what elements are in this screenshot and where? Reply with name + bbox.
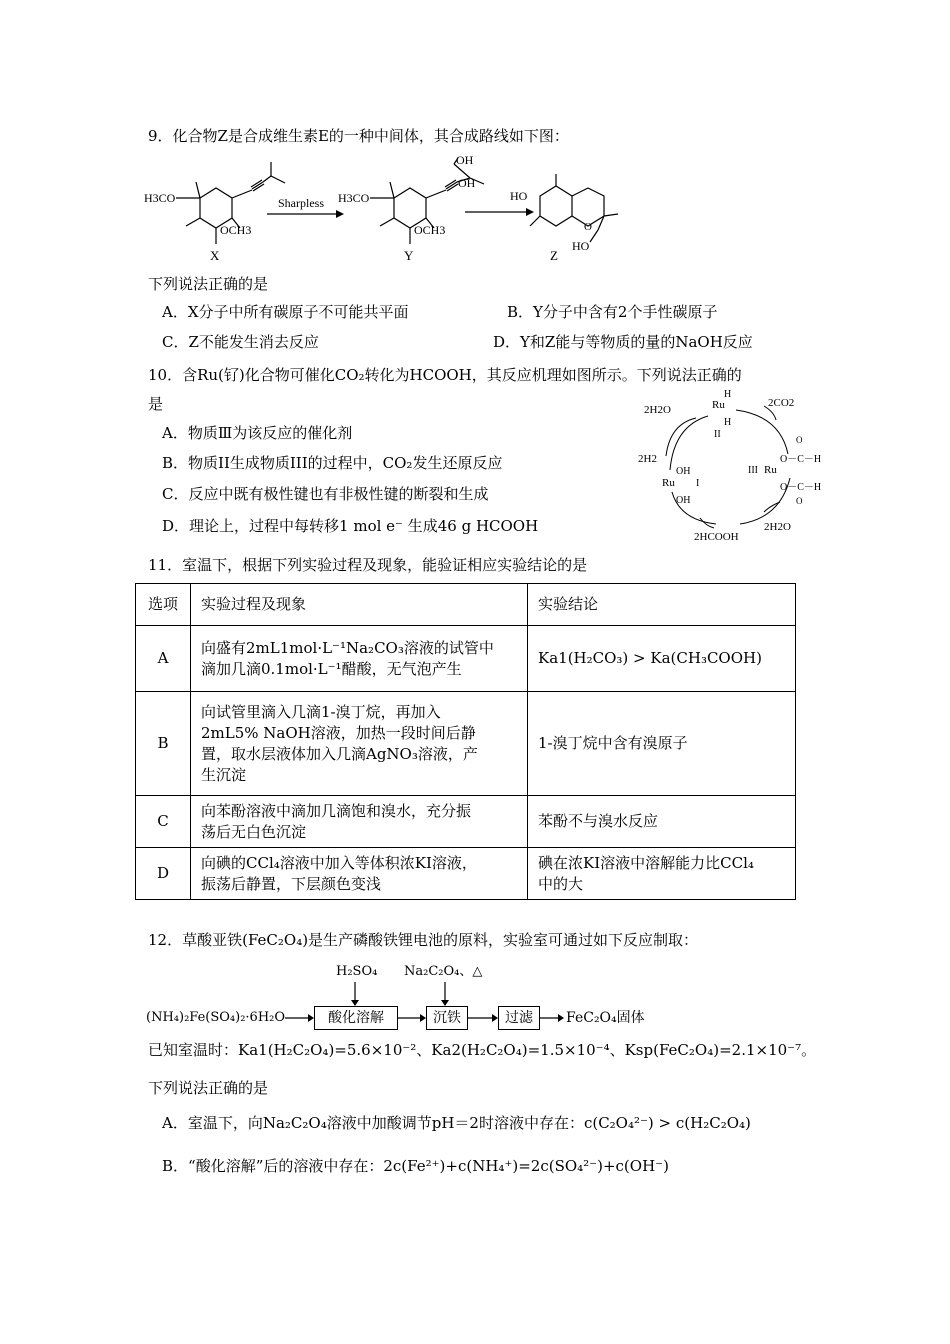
y-oh-top: OH bbox=[456, 153, 474, 167]
row-option: C bbox=[136, 796, 191, 848]
q9-stem: 9．化合物Z是合成维生素E的一种中间体，其合成路线如下图： bbox=[148, 127, 569, 145]
q9-option-d[interactable]: D．Y和Z能与等物质的量的NaOH反应 bbox=[493, 333, 753, 351]
process-line: 向试管里滴入几滴1-溴丁烷，再加入 bbox=[201, 702, 441, 721]
q10-option-c[interactable]: C．反应中既有极性键也有非极性键的断裂和生成 bbox=[162, 485, 489, 503]
q12-stem: 12．草酸亚铁(FeC₂O₄)是生产磷酸铁锂电池的原料，实验室可通过如下反应制取： bbox=[148, 931, 699, 949]
process-line: 2mL5% NaOH溶液，加热一段时间后静 bbox=[201, 723, 476, 742]
y-och3: OCH3 bbox=[414, 223, 446, 237]
ru-i-oh-bottom: OH bbox=[676, 495, 691, 506]
ru-iii: Ru bbox=[764, 464, 777, 476]
process-line: 滴加几滴0.1mol·L⁻¹醋酸，无气泡产生 bbox=[201, 659, 462, 678]
z-ring-o: O bbox=[584, 221, 592, 233]
q9-ask: 下列说法正确的是 bbox=[148, 275, 269, 293]
q10-stem: 10．含Ru(钌)化合物可催化CO₂转化为HCOOH，其反应机理如图所示。下列说法正确的 bbox=[148, 366, 742, 384]
flow-start: (NH₄)₂Fe(SO₄)₂·6H₂O bbox=[146, 1010, 286, 1025]
conclusion-line: 碘在浓KI溶液中溶解能力比CCl₄ bbox=[538, 853, 754, 872]
in-2h2: 2H2 bbox=[638, 453, 657, 465]
label-y: Y bbox=[404, 248, 414, 263]
y-h3co: H3CO bbox=[338, 191, 370, 205]
formate-o-top: O bbox=[796, 435, 803, 445]
process-line: 振荡后静置，下层颜色变浅 bbox=[201, 874, 382, 893]
q10-stem-cont: 是 bbox=[148, 395, 164, 413]
flow-arrowhead-icon bbox=[420, 1014, 426, 1022]
q9-option-b[interactable]: B．Y分子中含有2个手性碳原子 bbox=[507, 303, 718, 321]
label-z: Z bbox=[550, 248, 558, 263]
label-i: I bbox=[696, 478, 700, 489]
ru-i: Ru bbox=[662, 477, 675, 489]
q9-option-a[interactable]: A．X分子中所有碳原子不可能共平面 bbox=[162, 303, 409, 321]
flow-reagent-na2c2o4: Na₂C₂O₄、△ bbox=[404, 964, 483, 979]
y-oh: OH bbox=[458, 176, 476, 190]
process-line: 向盛有2mL1mol·L⁻¹Na₂CO₃溶液的试管中 bbox=[201, 638, 494, 657]
process-line: 置，取水层液体加入几滴AgNO₃溶液，产 bbox=[201, 744, 478, 763]
row-option: D bbox=[136, 848, 191, 900]
reagent-sharpless: Sharpless bbox=[278, 196, 324, 210]
process-line: 生沉淀 bbox=[201, 765, 247, 784]
q10-option-a[interactable]: A．物质Ⅲ为该反应的催化剂 bbox=[162, 424, 353, 442]
in-2co2: 2CO2 bbox=[768, 397, 795, 409]
flow-arrowhead-icon bbox=[351, 1000, 359, 1006]
row-conclusion: 苯酚不与溴水反应 bbox=[528, 796, 796, 848]
table-header-conclusion: 实验结论 bbox=[528, 584, 796, 626]
out-2h2o: 2H2O bbox=[644, 404, 671, 416]
q9-option-c[interactable]: C．Z不能发生消去反应 bbox=[162, 333, 319, 351]
q12-known: 已知室温时：Ka1(H₂C₂O₄)=5.6×10⁻²、Ka2(H₂C₂O₄)=1.5×10⁻⁴、Ksp(FeC₂O₄)=2.1×10⁻⁷。 bbox=[148, 1041, 817, 1059]
table-header-process: 实验过程及现象 bbox=[191, 584, 528, 626]
label-iii: III bbox=[748, 465, 758, 476]
q11-stem: 11．室温下，根据下列实验过程及现象，能验证相应实验结论的是 bbox=[148, 556, 588, 574]
label-x: X bbox=[210, 248, 220, 263]
flow-arrowhead-icon bbox=[441, 1000, 449, 1006]
flow-step-dissolve: 酸化溶解 bbox=[314, 1006, 398, 1030]
flow-product: FeC₂O₄固体 bbox=[566, 1010, 645, 1026]
process-line: 向碘的CCl₄溶液中加入等体积浓KI溶液， bbox=[201, 853, 477, 872]
formate-bottom: O－C－H bbox=[780, 482, 822, 493]
flow-arrowhead-icon bbox=[492, 1014, 498, 1022]
flow-step-filter: 过滤 bbox=[498, 1006, 540, 1030]
row-option: B bbox=[136, 692, 191, 796]
out-2hcooh: 2HCOOH bbox=[694, 531, 739, 543]
q12-option-a[interactable]: A．室温下，向Na₂C₂O₄溶液中加酸调节pH＝2时溶液中存在：c(C₂O₄²⁻) > c(H₂C₂O₄) bbox=[162, 1114, 751, 1132]
row-conclusion: 1-溴丁烷中含有溴原子 bbox=[528, 692, 796, 796]
ru-ii: Ru bbox=[712, 399, 725, 411]
ru-ii-h-top: H bbox=[724, 389, 732, 400]
z-ho: HO bbox=[510, 189, 528, 203]
row-conclusion: Ka1(H₂CO₃) > Ka(CH₃COOH) bbox=[528, 626, 796, 692]
formate-top: O－C－H bbox=[780, 454, 822, 465]
conclusion-line: 中的大 bbox=[538, 874, 584, 893]
q10-option-d[interactable]: D．理论上，过程中每转移1 mol e⁻ 生成46 g HCOOH bbox=[162, 517, 539, 535]
process-line: 荡后无白色沉淀 bbox=[201, 822, 307, 841]
ru-ii-h-bottom: H bbox=[724, 417, 732, 428]
x-h3co: H3CO bbox=[144, 191, 176, 205]
row-option: A bbox=[136, 626, 191, 692]
formate-o-bottom: O bbox=[796, 496, 803, 506]
flow-step-precipitate: 沉铁 bbox=[426, 1006, 468, 1030]
flow-arrowhead-icon bbox=[308, 1014, 314, 1022]
q12-option-b[interactable]: B．“酸化溶解”后的溶液中存在：2c(Fe²⁺)+c(NH₄⁺)=2c(SO₄²⁻)+c(OH⁻) bbox=[162, 1157, 669, 1175]
process-line: 向苯酚溶液中滴加几滴饱和溴水，充分振 bbox=[201, 801, 472, 820]
flow-reagent-h2so4: H₂SO₄ bbox=[336, 964, 378, 979]
table-header-option: 选项 bbox=[136, 584, 191, 626]
flow-arrowhead-icon bbox=[558, 1014, 564, 1022]
q10-option-b[interactable]: B．物质II生成物质III的过程中，CO₂发生还原反应 bbox=[162, 454, 503, 472]
z-ho-chain: HO bbox=[572, 239, 590, 253]
q12-ask: 下列说法正确的是 bbox=[148, 1079, 269, 1097]
in-2h2o: 2H2O bbox=[764, 521, 791, 533]
label-ii: II bbox=[714, 429, 721, 440]
ru-i-oh-top: OH bbox=[676, 466, 691, 477]
x-och3: OCH3 bbox=[220, 223, 252, 237]
